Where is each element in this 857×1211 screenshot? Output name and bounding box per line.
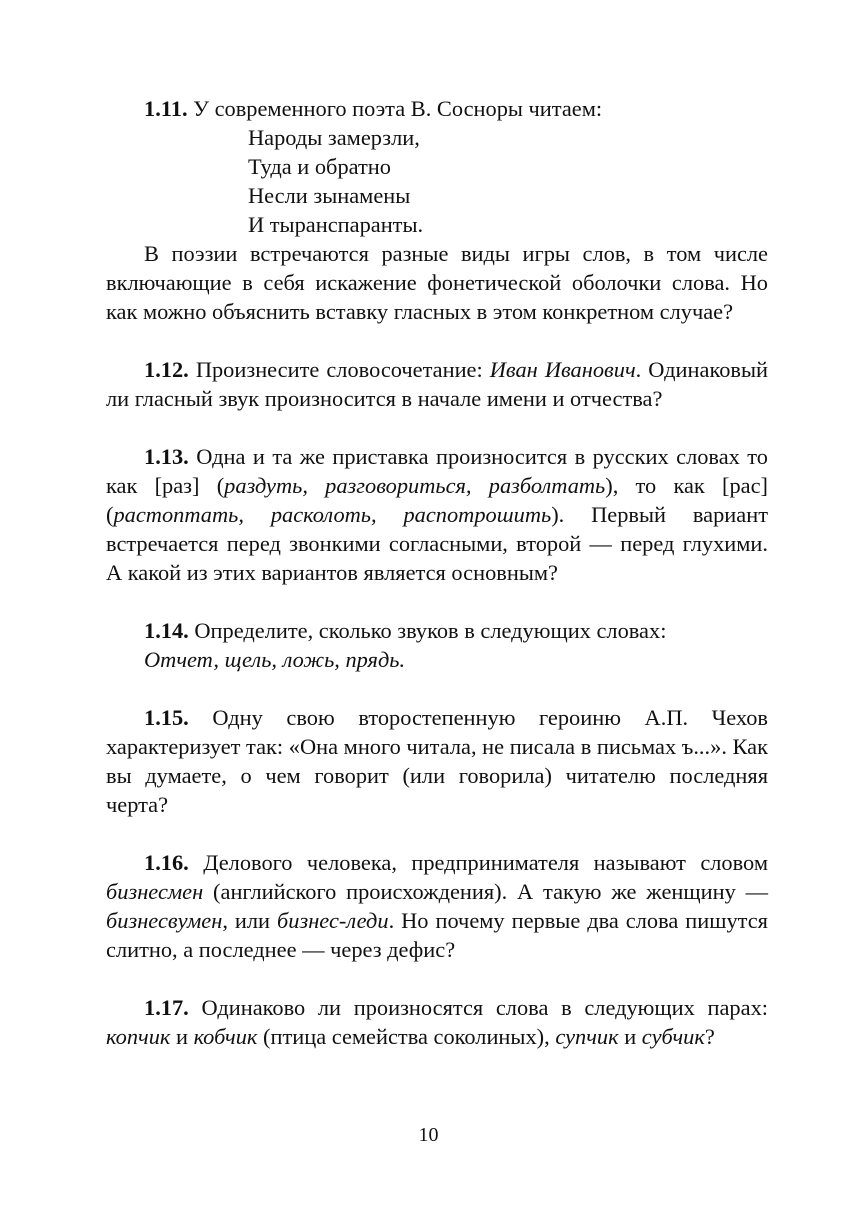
- exercise-text: (английского происхождения). А такую же женщину —: [203, 879, 768, 904]
- exercise-number: 1.15.: [144, 705, 189, 730]
- exercise-text: ). Первый вариант встречается перед звонкими согласными, второй — перед глухими. А какой из этих вариантов является основным?: [106, 502, 768, 585]
- exercise-1-13: [106, 442, 768, 587]
- exercise-number: 1.17.: [144, 995, 189, 1020]
- example-word: бизнесвумен: [106, 908, 223, 933]
- example-words: Отчет, щель, ложь, прядь.: [144, 647, 406, 672]
- exercise-1-17: [106, 993, 768, 1051]
- example-word: супчик: [555, 1024, 619, 1049]
- exercise-1-12: [106, 355, 768, 413]
- page-text: [106, 94, 768, 1051]
- exercise-text: , или: [222, 908, 277, 933]
- exercise-1-11-intro: [106, 94, 768, 123]
- poem-line: Народы замерзли,: [248, 125, 420, 150]
- exercise-text: Одна и та же приставка произносится в русских словах то как [раз] (: [106, 444, 768, 498]
- example-words: растоптать, расколоть, распотрошить: [113, 502, 552, 527]
- exercise-text: . Одинаковый ли гласный звук произносится в начале имени и отчества?: [106, 357, 768, 411]
- exercise-1-14-words: [106, 645, 768, 674]
- exercise-text: Делового человека, предпринимателя называют словом: [188, 850, 768, 875]
- example-word: кобчик: [193, 1024, 258, 1049]
- exercise-number: 1.12.: [144, 357, 189, 382]
- poem-line: Туда и обратно: [248, 154, 391, 179]
- exercise-number: 1.14.: [144, 618, 189, 643]
- exercise-text: Одну свою второстепенную героиню А.П. Чехов характеризует так: «Она много читала, не писала в письмах ъ...». Как вы думаете, о чем говорит (или говорила) читателю последняя черта?: [106, 705, 768, 817]
- exercise-1-14: [106, 616, 768, 645]
- poem-line: И тыранспаранты.: [248, 212, 424, 237]
- exercise-1-16: [106, 848, 768, 964]
- example-word: копчик: [106, 1024, 171, 1049]
- example-phrase: Иван Иванович: [489, 357, 636, 382]
- exercise-number: 1.13.: [144, 444, 189, 469]
- exercise-text: Произнесите словосочетание:: [188, 357, 490, 382]
- poem-quote: [106, 123, 768, 239]
- poem-line: Несли зынамены: [248, 183, 411, 208]
- example-words: раздуть, разговориться, разболтать: [224, 473, 606, 498]
- exercise-text: (птица семейства соколиных),: [257, 1024, 556, 1049]
- page-number: 10: [418, 1124, 439, 1146]
- exercise-text: ?: [704, 1024, 715, 1049]
- exercise-1-11-question: В поэзии встречаются разные виды игры слов, в том числе включающие в себя искажение фонетической оболочки слова. Но как можно объяснить вставку гласных в этом конкретном случае?: [106, 241, 768, 324]
- example-word: субчик: [641, 1024, 705, 1049]
- exercise-text: ), то как [рас] (: [106, 473, 769, 527]
- exercise-1-15: [106, 703, 768, 819]
- exercise-text: и: [618, 1024, 642, 1049]
- exercise-text: Определите, сколько звуков в следующих словах:: [188, 618, 667, 643]
- exercise-text: Одинаково ли произносятся слова в следующих парах:: [188, 995, 768, 1020]
- exercise-text: и: [170, 1024, 194, 1049]
- exercise-text: . Но почему первые два слова пишутся слитно, а последнее — через дефис?: [106, 908, 768, 962]
- exercise-number: 1.16.: [144, 850, 189, 875]
- example-word: бизнес-леди: [277, 908, 389, 933]
- exercise-text: У современного поэта В. Сосноры читаем:: [187, 96, 603, 121]
- example-word: бизнесмен: [106, 879, 204, 904]
- exercise-number: 1.11.: [144, 96, 188, 121]
